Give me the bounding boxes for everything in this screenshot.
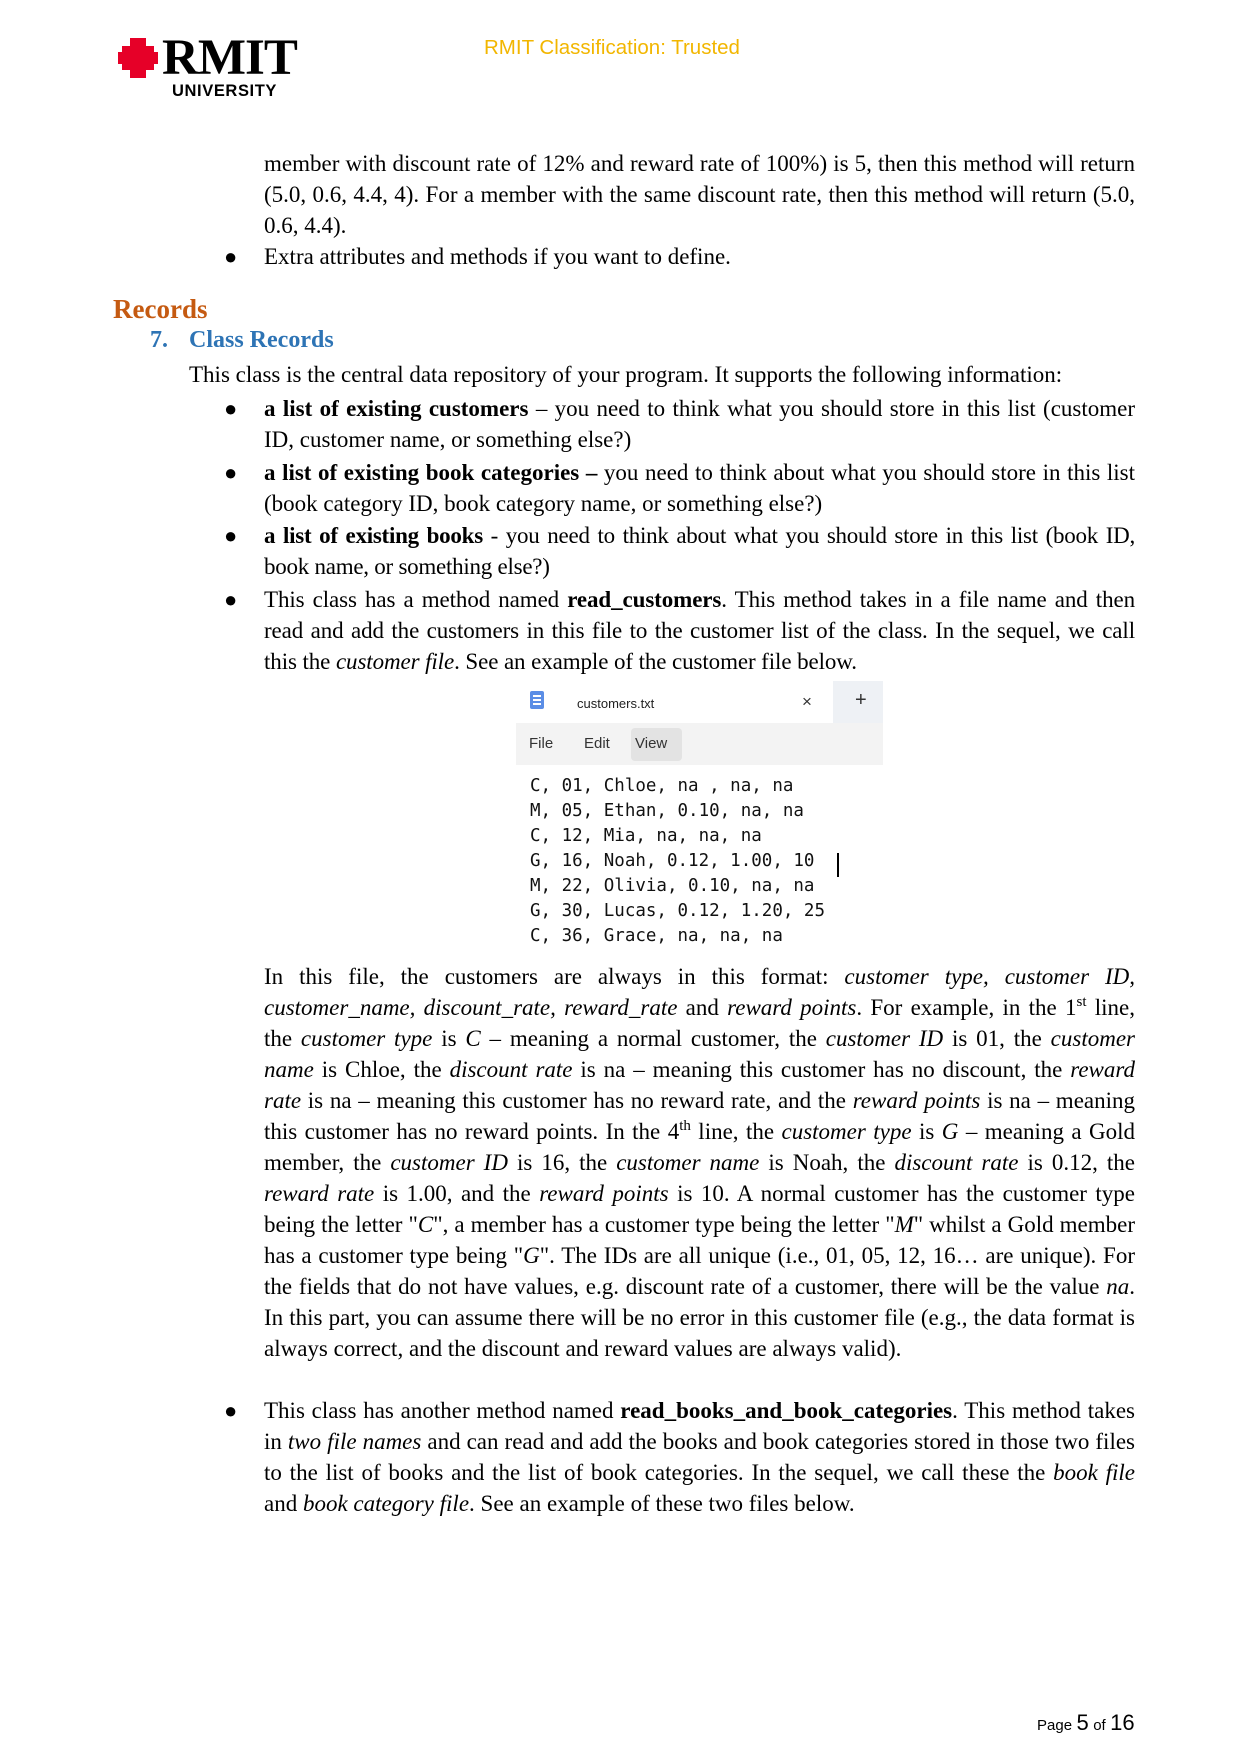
class-records-heading — [150, 327, 334, 354]
page-word: Page — [1037, 1717, 1073, 1734]
bullet-dot: ● — [224, 460, 238, 485]
text-caret — [837, 853, 839, 877]
notepad-tab-title: customers.txt — [577, 696, 655, 711]
bullet-dot: ● — [224, 396, 238, 421]
notepad-file-icon — [530, 691, 544, 709]
classification-label: RMIT Classification: Trusted — [484, 36, 740, 59]
bullet-dot: ● — [224, 244, 238, 269]
continued-paragraph: member with discount rate of 12% and reward rate of 100%) is 5, then this method will return (5.0, 0.6, 4.4, 4). For a member with the same discount rate, then this method will return (5.0, 0.6, 4.4). — [264, 151, 1135, 238]
customer-line: G, 30, Lucas, 0.12, 1.20, 25 — [530, 901, 826, 921]
menu-edit[interactable]: Edit — [584, 735, 610, 752]
class-title: Class Records — [189, 327, 334, 353]
menu-file[interactable]: File — [529, 735, 554, 752]
rmit-logo — [118, 30, 308, 104]
notepad-menubar — [516, 723, 883, 765]
customers-list-bullet: a list of existing customers – you need to think what you should store in this list (customer ID, customer name, or something else?) — [264, 396, 1136, 452]
menu-view[interactable]: View — [635, 735, 668, 752]
customer-line: C, 36, Grace, na, na, na — [530, 926, 783, 946]
notepad-text-area[interactable] — [516, 765, 883, 954]
customer-line: M, 05, Ethan, 0.10, na, na — [530, 801, 804, 821]
notepad-titlebar — [516, 681, 883, 723]
notepad-tab[interactable] — [516, 681, 833, 723]
page-footer — [1037, 1710, 1135, 1736]
class-intro: This class is the central data repository of your program. It supports the following information: — [189, 362, 1063, 387]
customer-line: G, 16, Noah, 0.12, 1.00, 10 — [530, 851, 815, 871]
page-number: 5 — [1076, 1710, 1089, 1735]
read-books-bullet: This class has another method named read_books_and_book_categories. This method takes in two file names and can read and add the books and book categories stored in those two files to the list of books and the list of book categories. In the sequel, we call these the book file and book category file. See an example of these two files below. — [264, 1398, 1136, 1516]
read-customers-bullet: This class has a method named read_customers. This method takes in a file name and then read and add the customers in this file to the customer list of the class. In the sequel, we call this the customer file. See an example of the customer file below. — [264, 587, 1135, 674]
bullet-dot: ● — [224, 523, 238, 548]
customer-format-paragraph: In this file, the customers are always in this format: customer type, customer ID, customer_name, discount_rate, reward_rate and reward points. For example, in the 1st line, the customer type is C – meaning a normal customer, the customer ID is 01, the customer name is Chloe, the discount rate is na – meaning this customer has no discount, the reward rate is na – meaning this customer has no reward rate, and the reward points is na – meaning this customer has no reward points. In the 4th line, the customer type is G – meaning a Gold member, the customer ID is 16, the customer name is Noah, the discount rate is 0.12, the reward rate is 1.00, and the reward points is 10. A normal customer has the customer type being the letter "C", a member has a customer type being the letter "M" whilst a Gold member has a customer type being "G". The IDs are all unique (i.e., 01, 05, 12, 16… are unique). For the fields that do not have values, e.g. discount rate of a customer, there will be the value na. In this part, you can assume there will be no error in this customer file (e.g., the data format is always correct, and the discount and reward values are always valid). — [264, 964, 1136, 1361]
customer-line: M, 22, Olivia, 0.10, na, na — [530, 876, 815, 896]
close-icon[interactable]: × — [802, 692, 812, 711]
logo-wordmark: RMIT — [162, 30, 297, 86]
class-number: 7. — [150, 327, 168, 353]
customer-line: C, 01, Chloe, na , na, na — [530, 776, 794, 796]
customer-line: C, 12, Mia, na, na, na — [530, 826, 762, 846]
logo-subtitle: UNIVERSITY — [172, 82, 278, 100]
categories-list-bullet: a list of existing book categories – you need to think about what you should store in this list (book category ID, book category name, or something else?) — [264, 460, 1135, 516]
of-word: of — [1093, 1717, 1106, 1734]
notepad-screenshot — [516, 681, 883, 954]
records-heading: Records — [113, 294, 208, 324]
new-tab-icon[interactable]: + — [855, 689, 867, 711]
total-pages: 16 — [1110, 1710, 1135, 1735]
rmit-pixel-mark-icon — [118, 38, 158, 78]
bullet-dot: ● — [224, 587, 238, 612]
bullet-dot: ● — [224, 1398, 238, 1423]
extra-attributes-bullet: Extra attributes and methods if you want to define. — [264, 244, 731, 269]
books-list-bullet: a list of existing books - you need to think about what you should store in this list (book ID, book name, or something else?) — [264, 523, 1135, 579]
